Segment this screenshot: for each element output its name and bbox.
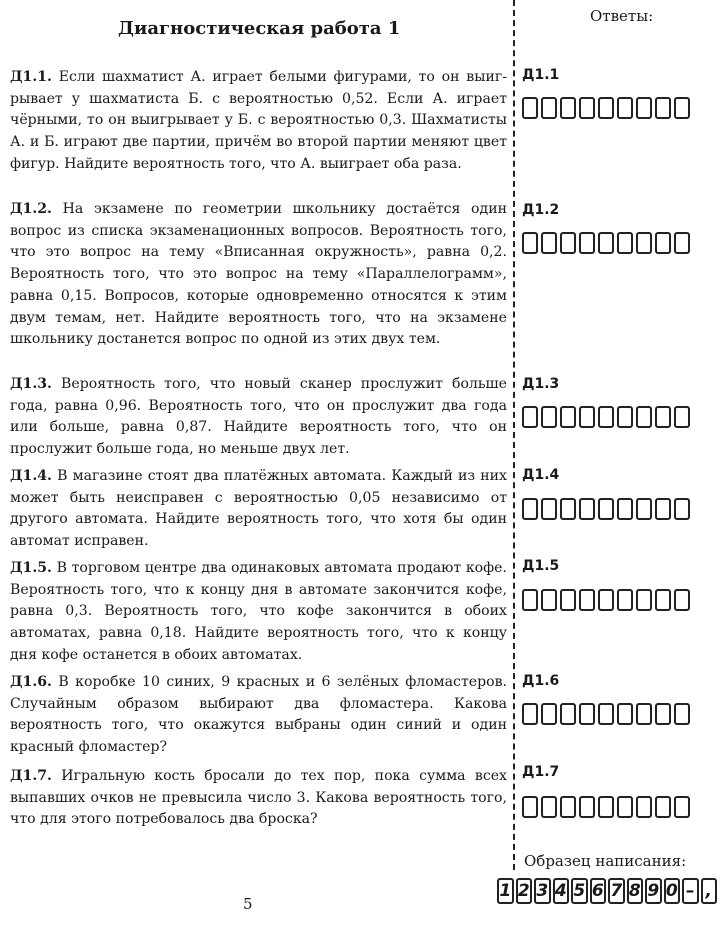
sample-char: 0 [664, 878, 681, 904]
answer-cell[interactable] [617, 589, 633, 611]
answer-cell[interactable] [579, 703, 595, 725]
sample-char: 7 [608, 878, 625, 904]
answer-cell[interactable] [522, 498, 538, 520]
sample-char: 8 [627, 878, 644, 904]
problem-text: Вероятность того, что новый сканер прослужит больше года, равна 0,96. Вероятность того, что он прослужит два года или больше, равна 0,87. Найдите вероятность того, что он прослужит больше года, но меньше двух лет. [10, 376, 507, 458]
answer-cell[interactable] [636, 406, 652, 428]
answer-cell[interactable] [655, 589, 671, 611]
answer-cell[interactable] [522, 97, 538, 119]
problem-d1-4 [10, 466, 507, 553]
sample-writing-row [497, 878, 717, 904]
answer-cell[interactable] [541, 406, 557, 428]
answer-cell[interactable] [674, 703, 690, 725]
answer-label-d1-3: Д1.3 [522, 376, 560, 392]
problem-text: Игральную кость бросали до тех пор, пока сумма всех выпавших очков не превысила число 3. Какова вероятность того, что для этого потребовалось два броска? [10, 768, 508, 828]
answer-cell[interactable] [655, 97, 671, 119]
problem-d1-3 [10, 374, 507, 461]
sample-char: 4 [553, 878, 570, 904]
problem-number: Д1.2. [10, 201, 52, 217]
problem-number: Д1.7. [10, 768, 52, 784]
answer-cell[interactable] [674, 796, 690, 818]
answer-label-d1-4: Д1.4 [522, 467, 560, 483]
answer-cell[interactable] [636, 97, 652, 119]
problem-d1-1 [10, 67, 507, 176]
answer-cell[interactable] [579, 796, 595, 818]
answer-cell[interactable] [655, 703, 671, 725]
answer-cell[interactable] [541, 703, 557, 725]
answer-cell[interactable] [655, 406, 671, 428]
problem-text: На экзамене по геометрии школьнику достаётся один вопрос из списка экзаменационных вопросов. Вероятность того, что это вопрос на тему «Вписанная окружность», равна 0,2. Вероятность того, что это вопрос на тему «Параллелограмм», равна 0,15. Вопросов, которые одновременно относятся к этим двум темам, нет. Найдите вероятность того, что на экзамене школьнику достанется вопрос по одной из этих двух тем. [10, 201, 507, 348]
answer-cell[interactable] [617, 232, 633, 254]
answer-cell[interactable] [560, 498, 576, 520]
answer-cell[interactable] [655, 498, 671, 520]
answer-cell[interactable] [598, 796, 614, 818]
answer-cell[interactable] [541, 232, 557, 254]
sample-char: 9 [645, 878, 662, 904]
answer-cell[interactable] [636, 232, 652, 254]
answer-cell[interactable] [674, 498, 690, 520]
answer-cell[interactable] [560, 703, 576, 725]
answer-cell[interactable] [541, 97, 557, 119]
sample-char: 1 [497, 878, 514, 904]
sample-char: 5 [571, 878, 588, 904]
problem-number: Д1.6. [10, 674, 52, 690]
answer-cell[interactable] [598, 498, 614, 520]
answer-boxes-d1-5[interactable] [522, 589, 690, 611]
answer-cell[interactable] [674, 232, 690, 254]
answer-cell[interactable] [579, 232, 595, 254]
answer-cell[interactable] [560, 406, 576, 428]
answer-boxes-d1-1[interactable] [522, 97, 690, 119]
sample-char: 2 [516, 878, 533, 904]
answer-label-d1-2: Д1.2 [522, 202, 560, 218]
problem-text: В коробке 10 синих, 9 красных и 6 зелёных фломастеров. Случайным образом выбирают два фломастера. Какова вероятность того, что окажутся выбраны один синий и один красный фломастер? [10, 674, 508, 756]
problem-number: Д1.3. [10, 376, 52, 392]
problem-d1-7 [10, 766, 507, 831]
problem-number: Д1.4. [10, 468, 52, 484]
problem-d1-2 [10, 199, 507, 351]
answer-cell[interactable] [674, 97, 690, 119]
answer-cell[interactable] [560, 796, 576, 818]
problem-number: Д1.1. [10, 69, 52, 85]
answer-cell[interactable] [636, 589, 652, 611]
page-number: 5 [243, 895, 253, 913]
answer-label-d1-6: Д1.6 [522, 673, 560, 689]
sample-char: 6 [590, 878, 607, 904]
answer-cell[interactable] [674, 589, 690, 611]
answer-cell[interactable] [522, 406, 538, 428]
answer-cell[interactable] [636, 703, 652, 725]
answer-cell[interactable] [522, 589, 538, 611]
answer-label-d1-7: Д1.7 [522, 764, 560, 780]
answer-label-d1-1: Д1.1 [522, 67, 560, 83]
answer-cell[interactable] [560, 232, 576, 254]
answer-cell[interactable] [636, 498, 652, 520]
sample-label: Образец написания: [524, 852, 687, 870]
answer-cell[interactable] [541, 589, 557, 611]
sample-char: , [701, 878, 718, 904]
answer-cell[interactable] [579, 498, 595, 520]
answer-cell[interactable] [617, 97, 633, 119]
answer-cell[interactable] [617, 406, 633, 428]
answer-cell[interactable] [617, 703, 633, 725]
answer-cell[interactable] [541, 796, 557, 818]
sample-char: – [682, 878, 699, 904]
sample-char: 3 [534, 878, 551, 904]
answer-cell[interactable] [579, 589, 595, 611]
answer-cell[interactable] [655, 796, 671, 818]
answer-cell[interactable] [598, 232, 614, 254]
answer-label-d1-5: Д1.5 [522, 558, 560, 574]
answer-cell[interactable] [541, 498, 557, 520]
answer-cell[interactable] [579, 97, 595, 119]
answer-cell[interactable] [560, 589, 576, 611]
answer-cell[interactable] [560, 97, 576, 119]
answer-cell[interactable] [636, 796, 652, 818]
answer-cell[interactable] [598, 406, 614, 428]
answer-cell[interactable] [522, 703, 538, 725]
answer-cell[interactable] [598, 97, 614, 119]
answer-boxes-d1-3[interactable] [522, 406, 690, 428]
problem-d1-5 [10, 558, 507, 667]
answer-cell[interactable] [655, 232, 671, 254]
answer-cell[interactable] [598, 703, 614, 725]
answer-cell[interactable] [522, 232, 538, 254]
cut-line-divider [513, 0, 515, 870]
answer-cell[interactable] [579, 406, 595, 428]
answer-cell[interactable] [674, 406, 690, 428]
answer-cell[interactable] [522, 796, 538, 818]
problem-text: В магазине стоят два платёжных автомата. Каждый из них может быть неисправен с вероятностью 0,05 независимо от другого автомата. Найдите вероятность того, что хотя бы один автомат исправен. [10, 468, 507, 550]
problem-text: Если шахматист А. играет белыми фигурами, то он выигрывает у шахматиста Б. с вероятностью 0,52. Если А. играет чёрными, то он выигрывает у Б. с вероятностью 0,3. Шахматисты А. и Б. играют две партии, причём во второй партии меняют цвет фигур. Найдите вероятность того, что А. выиграет оба раза. [10, 69, 507, 172]
page-title: Диагностическая работа 1 [118, 18, 401, 39]
answer-boxes-d1-6[interactable] [522, 703, 690, 725]
answer-boxes-d1-2[interactable] [522, 232, 690, 254]
answer-boxes-d1-4[interactable] [522, 498, 690, 520]
answer-boxes-d1-7[interactable] [522, 796, 690, 818]
answers-header: Ответы: [590, 7, 654, 25]
problem-text: В торговом центре два одинаковых автомата продают кофе. Вероятность того, что к концу дня в автомате закончится кофе, равна 0,3. Вероятность того, что кофе закончится в обоих автоматах, равна 0,18. Найдите вероятность того, что к концу дня кофе останется в обоих автоматах. [10, 560, 508, 663]
answer-cell[interactable] [617, 796, 633, 818]
problem-number: Д1.5. [10, 560, 52, 576]
answer-cell[interactable] [617, 498, 633, 520]
problem-d1-6 [10, 672, 507, 759]
answer-cell[interactable] [598, 589, 614, 611]
